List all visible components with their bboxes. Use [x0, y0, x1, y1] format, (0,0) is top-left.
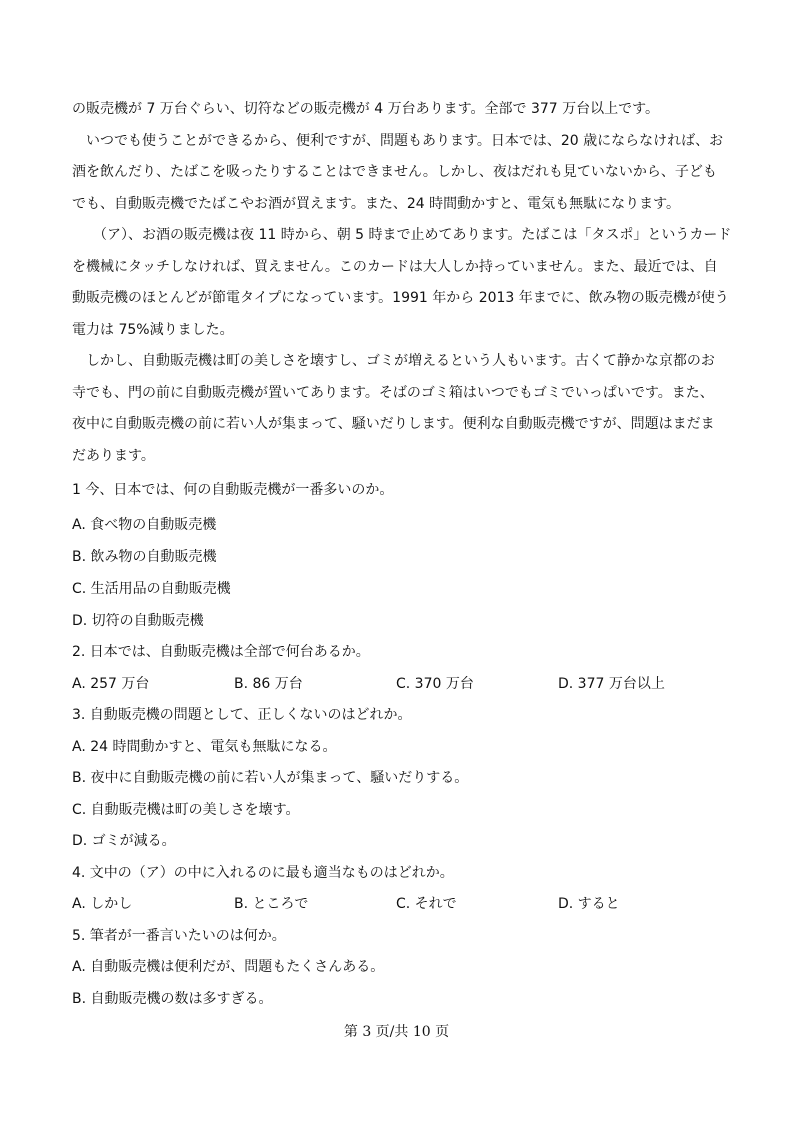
option-c: C. 370 万台	[396, 675, 474, 692]
document-page	[72, 94, 732, 1015]
option-b: B. 夜中に自動販売機の前に若い人が集まって、騒いだりする。	[72, 770, 469, 786]
question-text: 3. 自動販売機の問題として、正しくないのはどれか。	[72, 707, 412, 723]
option-b: B. 86 万台	[234, 675, 303, 692]
page-number-footer: 第 3 页/共 10 页	[343, 1024, 450, 1040]
question-5	[72, 921, 722, 1016]
option-a: A. 24 時間動かすと、電気も無駄になる。	[72, 738, 337, 755]
options-row	[72, 889, 722, 921]
passage-line: でも、自動販売機でたばこやお酒が買えます。また、24 時間動かすと、電気も無駄になります。	[72, 195, 681, 212]
options-row	[72, 669, 722, 701]
option-d: D. ゴミが減る。	[72, 833, 176, 849]
passage-line: 寺でも、門の前に自動販売機が置いてあります。そばのゴミ箱はいつでもゴミでいっぱいです。また、	[72, 384, 714, 401]
option-a: A. 食べ物の自動販売機	[72, 517, 217, 533]
option-c: C. 生活用品の自動販売機	[72, 581, 231, 597]
passage-line: 夜中に自動販売機の前に若い人が集まって、騒いだりします。便利な自動販売機ですが、問題はまだま	[72, 416, 715, 432]
passage-line: 電力は 75%減りました。	[72, 321, 234, 338]
option-d: D. 377 万台以上	[558, 675, 665, 692]
option-d: D. すると	[558, 896, 620, 912]
option-d: D. 切符の自動販売機	[72, 613, 204, 629]
passage-paragraph-1: の販売機が 7 万台ぐらい、切符などの販売機が 4 万台あります。全部で 377 万台以上です。	[72, 101, 659, 117]
option-a: A. しかし	[72, 896, 133, 912]
option-b: B. 飲み物の自動販売機	[72, 549, 217, 565]
question-text: 1 今、日本では、何の自動販売機が一番多いのか。	[72, 482, 394, 498]
option-b: B. ところで	[234, 896, 309, 912]
option-b: B. 自動販売機の数は多すぎる。	[72, 990, 273, 1007]
passage-line: 動販売機のほとんどが節電タイプになっています。1991 年から 2013 年までに、飲み物の販売機が使う	[72, 290, 729, 306]
passage-line: だあります。	[72, 447, 155, 464]
question-2	[72, 637, 722, 700]
question-4	[72, 858, 722, 921]
option-c: C. それで	[396, 896, 457, 912]
passage-line: （ア）、お酒の販売機は夜 11 時から、朝 5 時まで止めてあります。たばこは「タスポ」というカード	[93, 227, 732, 243]
passage-line: 酒を飲んだり、たばこを吸ったりすることはできません。しかし、夜はだれも見ていないから、子ども	[72, 164, 717, 180]
option-c: C. 自動販売機は町の美しさを壊す。	[72, 801, 300, 818]
passage-line: いつでも使うことができるから、便利ですが、問題もあります。日本では、20 歳にならなければ、お	[86, 132, 724, 149]
question-1	[72, 474, 722, 637]
question-text: 4. 文中の（ア）の中に入れるのに最も適当なものはどれか。	[72, 864, 454, 881]
passage-paragraph-4	[72, 346, 722, 472]
passage-paragraph-3	[72, 220, 732, 346]
option-a: A. 257 万台	[72, 675, 150, 692]
option-a: A. 自動販売機は便利だが、問題もたくさんある。	[72, 959, 385, 975]
passage-line: しかし、自動販売機は町の美しさを壊すし、ゴミが増えるという人もいます。古くて静かな京都のお	[86, 353, 715, 369]
question-text: 5. 筆者が一番言いたいのは何か。	[72, 927, 286, 944]
question-text: 2. 日本では、自動販売機は全部で何台あるか。	[72, 644, 370, 660]
passage-line: を機械にタッチしなければ、買えません。このカードは大人しか持っていません。また、最近では、自	[72, 258, 718, 275]
question-3	[72, 700, 722, 858]
passage-paragraph-2	[72, 126, 722, 221]
